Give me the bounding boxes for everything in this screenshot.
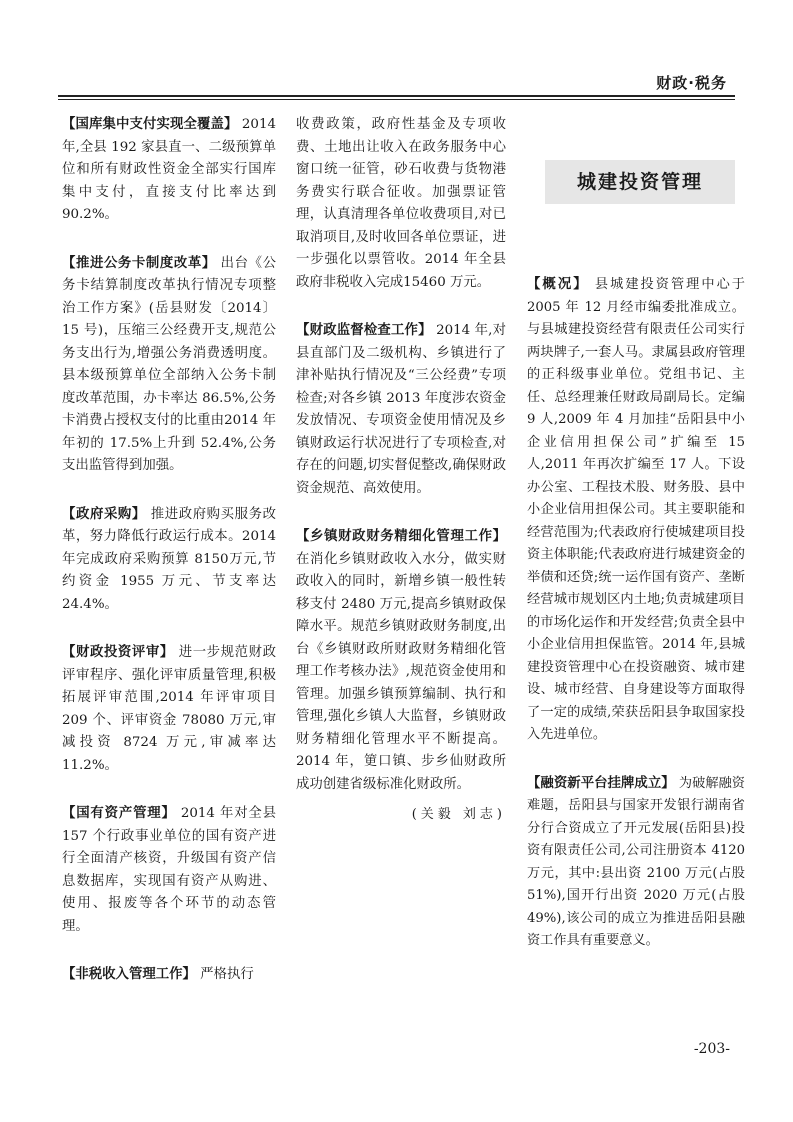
- article-paragraph: [296, 114, 506, 294]
- article-body: 收费政策，政府性基金及专项收费、土地出让收入在政务服务中心窗口统一征管，砂石收费与货物港务费实行联合征收。加强票证管理，认真清理各单位收费项目,对已取消项目,及时收回各单位票证，进一步强化以票管收。2014 年全县政府非税收入完成15460 万元。: [296, 117, 506, 290]
- article-paragraph: [62, 504, 276, 617]
- article-paragraph: [62, 803, 276, 938]
- article-body: 推进政府购买服务改革，努力降低行政运行成本。2014 年完成政府采购预算 8150万元,节约资金 1955 万元、节支率达 24.4%。: [62, 506, 277, 612]
- author-signature: (关毅 刘志): [411, 807, 506, 822]
- article-paragraph: [296, 320, 506, 500]
- article-heading: 【推进公务卡制度改革】: [62, 255, 216, 271]
- article-body: 出台《公务卡结算制度改革执行情况专项整治工作方案》(岳县财发〔2014〕15 号)，压缩三公经费开支,规范公务支出行为,增强公务消费透明度。县本级预算单位全部纳入公务卡制度改革范围，办卡率达 86.5%,公务卡消费占授权支付的比重由2014 年年初的 17.5%上升到 52.4%,公务支出监管得到加强。: [62, 255, 276, 473]
- column-2: [296, 114, 506, 827]
- article-paragraph: [62, 642, 276, 777]
- article-paragraph: [296, 526, 506, 796]
- column-3: [527, 114, 745, 953]
- article-heading: 【国库集中支付实现全覆盖】: [62, 117, 238, 132]
- article-body: 进一步规范财政评审程序、强化评审质量管理,积极拓展评审范围,2014 年评审项目 209 个、评审资金 78080 万元,审减投资 8724 万元,审减率达 11.2%。: [62, 645, 276, 773]
- article-body: 为破解融资难题，岳阳县与国家开发银行湖南省分行合资成立了开元发展(岳阳县)投资有限责任公司,公司注册资本 4120 万元，其中:县出资 2100 万元(占股 51%),国开行出资 2020 万元(占股 49%),该公司的成立为推进岳阳县融资工作具有重要意义。: [527, 775, 745, 948]
- page-number: -203-: [693, 1041, 730, 1057]
- section-header-label: 财政·税务: [656, 74, 727, 92]
- column-1: [62, 114, 276, 987]
- article-heading: 【乡镇财政财务精细化管理工作】: [296, 529, 506, 544]
- header-rule-thin: [58, 99, 735, 100]
- article-heading: 【非税收入管理工作】: [62, 967, 196, 982]
- article-paragraph: [62, 253, 276, 478]
- article-heading: 【政府采购】: [62, 506, 146, 522]
- article-heading: 【财政监督检查工作】: [296, 323, 432, 338]
- article-body: 2014 年,对县直部门及二级机构、乡镇进行了津补贴执行情况及“三公经费”专项检查;对各乡镇 2013 年度涉农资金发放情况、专项资金使用情况及乡镇财政运行状况进行了专项检查,对存在的问题,切实督促整改,确保财政资金规范、高效使用。: [296, 323, 507, 496]
- article-paragraph: [62, 964, 276, 987]
- article-body: 严格执行: [195, 967, 254, 982]
- article-body: 县城建投资管理中心于2005 年 12 月经市编委批准成立。与县城建投资经营有限责任公司实行两块牌子,一套人马。隶属县政府管理的正科级事业单位。党组书记、主任、总经理兼任财政局副局长。定编 9 人,2009 年 4 月加挂“岳阳县中小企业信用担保公司”扩编至 15 人,2011 年再次扩编至 17 人。下设办公室、工程技术股、财务股、县中小企业信用担保公司。其主要职能和经营范围为;代表政府行使城建项目投资主体职能;代表政府进行城建资金的举债和还贷;统一运作国有资产、垄断经营城市规划区内土地;负责城建项目的市场化运作和开发经营;负责全县中小企业信用担保监管。2014 年,县城建投资管理中心在投资融资、城市建设、城市经营、自身建设等方面取得了一定的成绩,荣获岳阳县争取国家投入先进单位。: [527, 277, 745, 742]
- article-heading: 【国有资产管理】: [62, 806, 176, 821]
- article-body: 2014 年对全县 157 个行政事业单位的国有资产进行全面清产核资，升级国有资产信息数据库，实现国有资产从购进、使用、报废等各个环节的动态管理。: [62, 806, 277, 934]
- article-paragraph: [62, 114, 276, 227]
- article-body: 2014 年,全县 192 家县直一、二级预算单位和所有财政性资金全部实行国库集中支付，直接支付比率达到 90.2%。: [62, 117, 276, 222]
- article-heading: 【概况】: [527, 277, 589, 292]
- article-heading: 【融资新平台挂牌成立】: [527, 775, 675, 791]
- article-paragraph: [527, 274, 745, 747]
- section-title-banner: 城建投资管理: [545, 160, 735, 204]
- article-paragraph: [527, 773, 745, 953]
- header-rule: [58, 95, 735, 97]
- article-body: 在消化乡镇财政收入水分，做实财政收入的同时，新增乡镇一般性转移支付 2480 万元,提高乡镇财政保障水平。规范乡镇财政财务制度,出台《乡镇财政所财政财务精细化管理工作考核办法》,规范资金使用和管理。加强乡镇预算编制、执行和管理,强化乡镇人大监督，乡镇财政财务精细化管理水平不断提高。2014 年，筻口镇、步乡仙财政所成功创建省级标准化财政所。: [296, 551, 506, 792]
- article-heading: 【财政投资评审】: [62, 645, 174, 660]
